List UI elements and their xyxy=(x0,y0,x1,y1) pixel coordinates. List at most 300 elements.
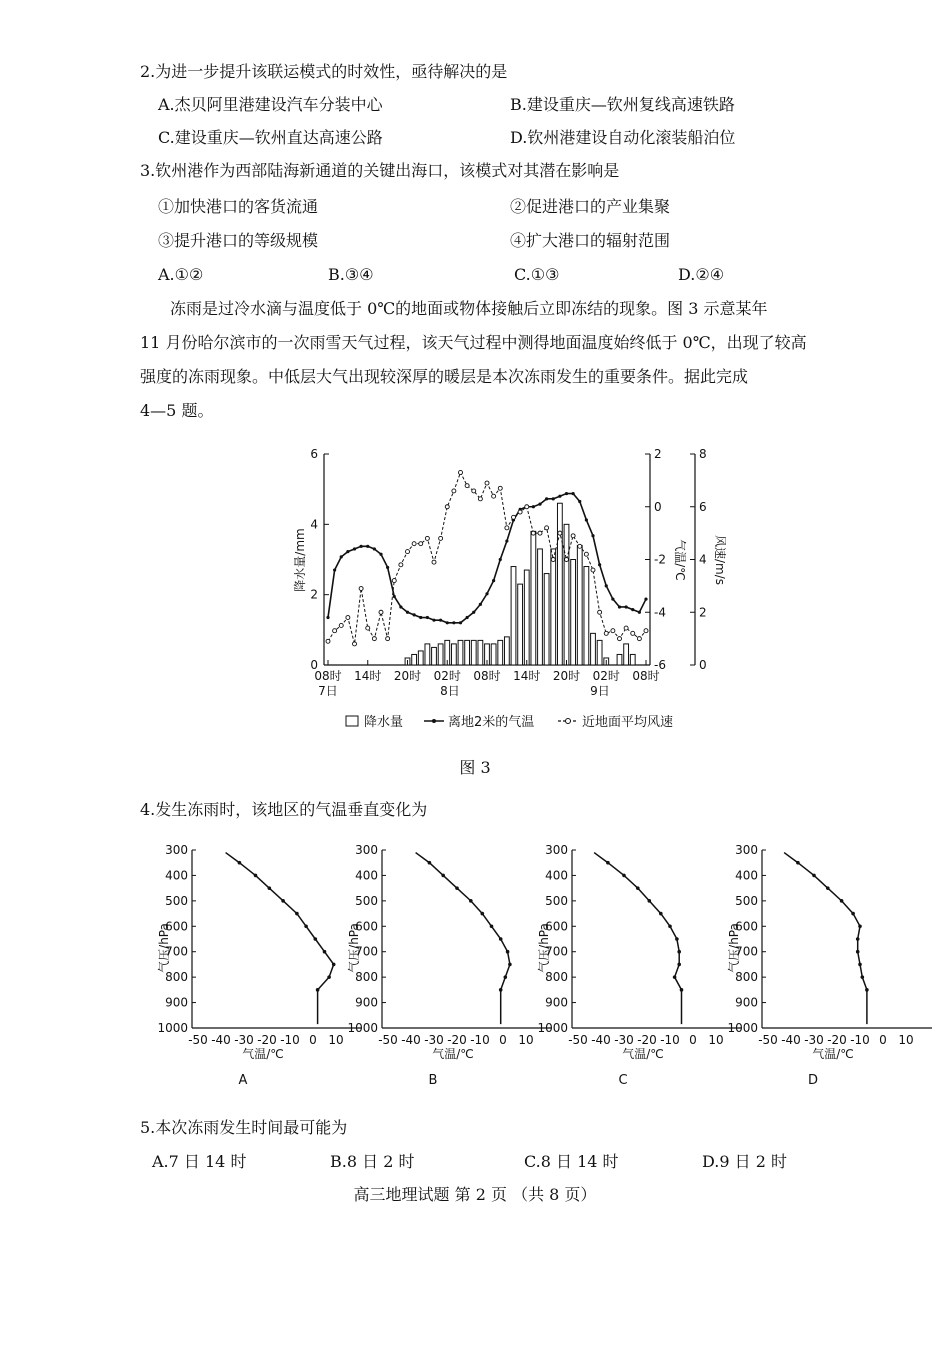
profile-point xyxy=(856,950,860,954)
temperature-tick-label: -30 xyxy=(804,1033,824,1047)
wind-point xyxy=(406,550,410,554)
pressure-tick-label: 900 xyxy=(165,995,188,1010)
pressure-tick-label: 300 xyxy=(165,843,188,857)
q2-stem: 2.为进一步提升该联运模式的时效性，亟待解决的是 xyxy=(140,62,508,81)
temp-point xyxy=(459,621,462,624)
q2-option-b[interactable]: B.建设重庆—钦州复线高速铁路 xyxy=(510,95,735,114)
temp-point xyxy=(346,550,349,553)
day-label-9: 9日 xyxy=(590,684,610,698)
profile-line xyxy=(226,853,334,1025)
q3-option-c[interactable]: C.①③ xyxy=(514,265,560,284)
pressure-tick-label: 1000 xyxy=(727,1021,758,1035)
temp-point xyxy=(340,555,343,558)
temp-point xyxy=(360,545,363,548)
pressure-tick-label: 400 xyxy=(355,868,378,883)
q4-stem: 4.发生冻雨时，该地区的气温垂直变化为 xyxy=(140,800,428,819)
temperature-tick-label: -20 xyxy=(257,1033,277,1047)
wind-point xyxy=(452,489,456,493)
temperature-tick-label: -50 xyxy=(568,1033,588,1047)
pressure-tick-label: 600 xyxy=(545,919,568,934)
temperature-tick-label: -50 xyxy=(378,1033,398,1047)
wind-point xyxy=(571,534,575,538)
pressure-tick-label: 600 xyxy=(735,919,758,934)
temp-point xyxy=(625,605,628,608)
pressure-tick-label: 400 xyxy=(165,868,188,883)
q5-option-c[interactable]: C.8 日 14 时 xyxy=(524,1152,619,1171)
profile-point xyxy=(622,874,626,878)
temp-point xyxy=(379,553,382,556)
temperature-tick-label: 10 xyxy=(518,1033,534,1047)
precip-tick-label: 6 xyxy=(310,447,318,461)
pressure-tick-label: 700 xyxy=(355,944,378,959)
temp-tick-label: 0 xyxy=(654,499,662,514)
wind-point xyxy=(339,623,343,627)
profile-point xyxy=(865,988,869,992)
temp-tick-label: -2 xyxy=(654,552,666,567)
profile-line xyxy=(416,853,510,1025)
q5-option-a[interactable]: A.7 日 14 时 xyxy=(152,1152,247,1171)
temperature-tick-label: -40 xyxy=(401,1033,421,1047)
profile-point xyxy=(504,975,508,979)
temp-point xyxy=(446,621,449,624)
wind-point xyxy=(611,629,615,633)
pressure-tick-label: 600 xyxy=(355,919,378,934)
wind-point xyxy=(545,526,549,530)
precip-bar xyxy=(465,640,470,665)
q2-option-d[interactable]: D.钦州港建设自动化滚装船泊位 xyxy=(510,128,736,147)
pressure-tick-label: 500 xyxy=(735,893,758,908)
wind-point xyxy=(459,470,463,474)
q4-panel-a[interactable] xyxy=(150,838,350,1093)
wind-tick-label: 6 xyxy=(699,499,707,514)
temp-point xyxy=(373,547,376,550)
profile-point xyxy=(481,912,485,916)
temp-point xyxy=(472,611,475,614)
profile-point xyxy=(858,924,862,928)
pressure-tick-label: 800 xyxy=(355,970,378,985)
temp-point xyxy=(638,611,641,614)
precip-bar xyxy=(458,640,463,665)
q5-option-d[interactable]: D.9 日 2 时 xyxy=(702,1152,787,1171)
passage-line-1: 冻雨是过冷水滴与温度低于 0℃的地面或物体接触后立即冻结的现象。图 3 示意某年 xyxy=(170,299,768,318)
temp-point xyxy=(532,505,535,508)
profile-line xyxy=(594,853,681,1025)
precip-bar xyxy=(438,644,443,665)
temp-point xyxy=(366,545,369,548)
profile-point xyxy=(856,937,860,941)
pressure-tick-label: 500 xyxy=(545,893,568,908)
wind-point xyxy=(578,544,582,548)
profile-point xyxy=(332,963,336,967)
time-tick-label: 08时 xyxy=(473,669,501,683)
q4-panel-d[interactable] xyxy=(720,838,930,1093)
temp-point xyxy=(611,597,614,600)
temperature-tick-label: -20 xyxy=(637,1033,657,1047)
legend xyxy=(346,714,673,730)
pressure-tick-label: 800 xyxy=(735,970,758,985)
time-tick-label: 08时 xyxy=(314,669,342,683)
precip-tick-label: 4 xyxy=(310,517,318,532)
profile-point xyxy=(281,899,285,903)
q3-stem: 3.钦州港作为西部陆海新通道的关键出海口，该模式对其潜在影响是 xyxy=(140,161,620,180)
temp-point xyxy=(326,616,329,619)
legend-bar-swatch xyxy=(346,716,358,726)
q5-stem: 5.本次冻雨发生时间最可能为 xyxy=(140,1118,348,1137)
wind-axis-label: 风速/m/s xyxy=(713,534,727,586)
profile-point xyxy=(254,874,258,878)
wind-point xyxy=(644,629,648,633)
profile-point xyxy=(851,912,855,916)
q3-statement-3: ③提升港口的等级规模 xyxy=(158,231,319,250)
pressure-tick-label: 300 xyxy=(545,843,568,857)
precip-bar xyxy=(551,549,556,665)
wind-point xyxy=(518,510,522,514)
precip-bar xyxy=(531,531,536,665)
pressure-axis-label: 气压/hPa xyxy=(727,923,741,973)
profile-point xyxy=(858,963,862,967)
wind-point xyxy=(485,481,489,485)
profile-point xyxy=(441,874,445,878)
time-tick-label: 02时 xyxy=(592,669,620,683)
temperature-tick-label: 0 xyxy=(499,1033,507,1047)
pressure-tick-label: 900 xyxy=(735,995,758,1010)
profile-point xyxy=(469,899,473,903)
q5-option-b[interactable]: B.8 日 2 时 xyxy=(330,1152,415,1171)
precip-bar xyxy=(577,545,582,665)
temperature-tick-label: -10 xyxy=(660,1033,680,1047)
wind-point xyxy=(618,637,622,641)
profile-point xyxy=(673,975,677,979)
temp-point xyxy=(479,603,482,606)
temp-point xyxy=(413,613,416,616)
profile-point xyxy=(796,861,800,865)
wind-point xyxy=(551,558,555,562)
temp-point xyxy=(538,503,541,506)
temp-tick-label: -6 xyxy=(654,658,666,672)
profile-point xyxy=(675,937,679,941)
day-label-7: 7日 xyxy=(318,684,338,698)
precip-bar xyxy=(498,640,503,665)
wind-point xyxy=(565,558,569,562)
profile-point xyxy=(455,886,459,890)
precip-bar xyxy=(538,549,543,665)
wind-point xyxy=(399,563,403,567)
temperature-axis-label: 气温/℃ xyxy=(242,1047,284,1061)
temp-point xyxy=(452,621,455,624)
wind-point xyxy=(498,486,502,490)
wind-point xyxy=(392,579,396,583)
pressure-tick-label: 1000 xyxy=(537,1021,568,1035)
panel-label: A xyxy=(238,1073,248,1088)
wind-point xyxy=(538,531,542,535)
precip-bar xyxy=(511,567,516,665)
legend-wind-dot xyxy=(566,719,571,724)
temp-point xyxy=(432,619,435,622)
precip-bar xyxy=(584,567,589,665)
temp-point xyxy=(644,597,647,600)
wind-point xyxy=(558,531,562,535)
wind-point xyxy=(412,542,416,546)
temperature-tick-label: 0 xyxy=(689,1033,697,1047)
precip-bar xyxy=(624,644,629,665)
profile-point xyxy=(677,950,681,954)
wind-tick-label: 4 xyxy=(699,552,707,567)
precip-bar xyxy=(630,654,635,665)
temp-point xyxy=(492,579,495,582)
pressure-axis-label: 气压/hPa xyxy=(537,923,551,973)
wind-point xyxy=(379,610,383,614)
temperature-tick-label: -30 xyxy=(234,1033,254,1047)
temperature-tick-label: -30 xyxy=(614,1033,634,1047)
profile-point xyxy=(238,861,242,865)
wind-point xyxy=(465,484,469,488)
temp-point xyxy=(399,605,402,608)
temp-point xyxy=(572,492,575,495)
temperature-tick-label: -50 xyxy=(758,1033,778,1047)
temp-point xyxy=(598,563,601,566)
pressure-tick-label: 700 xyxy=(165,944,188,959)
q2-option-a[interactable]: A.杰贝阿里港建设汽车分装中心 xyxy=(158,95,383,114)
temp-tick-label: -4 xyxy=(654,605,666,620)
wind-tick-label: 8 xyxy=(699,447,707,461)
temperature-tick-label: -40 xyxy=(591,1033,611,1047)
wind-point xyxy=(432,560,436,564)
pressure-tick-label: 900 xyxy=(355,995,378,1010)
wind-point xyxy=(386,637,390,641)
profile-point xyxy=(499,988,503,992)
figure3-chart xyxy=(290,440,727,735)
passage-line-2: 11 月份哈尔滨市的一次雨雪天气过程，该天气过程中测得地面温度始终低于 0℃，出现了较高 xyxy=(140,333,807,352)
precip-bar xyxy=(451,644,456,665)
temperature-tick-label: -10 xyxy=(850,1033,870,1047)
q3-statement-4: ④扩大港口的辐射范围 xyxy=(510,231,671,250)
pressure-axis-label: 气压/hPa xyxy=(157,923,171,973)
pressure-tick-label: 400 xyxy=(545,868,568,883)
temp-point xyxy=(558,495,561,498)
temp-point xyxy=(485,592,488,595)
precip-bar xyxy=(564,524,569,665)
pressure-axis-label: 气压/hPa xyxy=(347,923,361,973)
q3-option-d[interactable]: D.②④ xyxy=(678,265,725,284)
precip-bar xyxy=(432,647,437,665)
temp-point xyxy=(406,611,409,614)
temperature-tick-label: 10 xyxy=(328,1033,344,1047)
temperature-tick-label: -40 xyxy=(781,1033,801,1047)
wind-point xyxy=(637,637,641,641)
pressure-tick-label: 1000 xyxy=(347,1021,378,1035)
wind-point xyxy=(512,515,516,519)
temp-point xyxy=(386,566,389,569)
wind-point xyxy=(631,631,635,635)
precip-axis-label: 降水量/mm xyxy=(293,528,307,592)
pressure-tick-label: 600 xyxy=(165,919,188,934)
panel-label: C xyxy=(618,1073,628,1088)
temp-point xyxy=(439,619,442,622)
profile-point xyxy=(668,924,672,928)
wind-point xyxy=(584,552,588,556)
precip-bar xyxy=(518,584,523,665)
temp-point xyxy=(631,608,634,611)
precip-bar xyxy=(571,560,576,666)
temperature-tick-label: 0 xyxy=(309,1033,317,1047)
precip-bar xyxy=(557,503,562,665)
precip-tick-label: 0 xyxy=(310,658,318,672)
profile-point xyxy=(327,975,331,979)
wind-point xyxy=(326,639,330,643)
profile-point xyxy=(268,886,272,890)
temperature-axis-label: 气温/℃ xyxy=(622,1047,664,1061)
wind-point xyxy=(505,526,509,530)
pressure-tick-label: 300 xyxy=(355,843,378,857)
temperature-tick-label: -50 xyxy=(188,1033,208,1047)
time-tick-label: 20时 xyxy=(552,669,581,683)
wind-point xyxy=(478,497,482,501)
wind-tick-label: 0 xyxy=(699,658,707,672)
profile-point xyxy=(323,950,327,954)
profile-point xyxy=(506,950,510,954)
profile-point xyxy=(648,899,652,903)
temperature-tick-label: -20 xyxy=(447,1033,467,1047)
temperature-tick-label: 10 xyxy=(708,1033,724,1047)
wind-point xyxy=(445,505,449,509)
time-tick-label: 08时 xyxy=(632,669,660,683)
wind-point xyxy=(598,610,602,614)
passage xyxy=(140,292,885,428)
temp-point xyxy=(591,534,594,537)
wind-point xyxy=(346,616,350,620)
precip-bar xyxy=(524,570,529,665)
page-footer: 高三地理试题 第 2 页 （共 8 页） xyxy=(353,1185,597,1204)
pressure-tick-label: 500 xyxy=(355,893,378,908)
temp-point xyxy=(565,492,568,495)
wind-point xyxy=(624,626,628,630)
time-tick-label: 14时 xyxy=(354,669,382,683)
profile-point xyxy=(499,937,503,941)
profile-point xyxy=(659,912,663,916)
pressure-tick-label: 700 xyxy=(545,944,568,959)
profile-point xyxy=(680,988,684,992)
precip-bar xyxy=(491,644,496,665)
panel-label: B xyxy=(428,1073,438,1088)
profile-line xyxy=(784,853,867,1025)
time-tick-label: 14时 xyxy=(513,669,541,683)
wind-point xyxy=(525,505,529,509)
temp-point xyxy=(552,497,555,500)
temp-point xyxy=(505,539,508,542)
wind-point xyxy=(353,642,357,646)
time-tick-label: 20时 xyxy=(393,669,422,683)
profile-point xyxy=(295,912,299,916)
temp-point xyxy=(353,547,356,550)
profile-point xyxy=(606,861,610,865)
profile-point xyxy=(508,963,512,967)
q3-statement-1: ①加快港口的客货流通 xyxy=(158,197,319,216)
pressure-tick-label: 800 xyxy=(165,970,188,985)
wind-point xyxy=(425,536,429,540)
q3-option-a[interactable]: A.①② xyxy=(158,265,204,284)
profile-point xyxy=(636,886,640,890)
temp-axis-label: 气温/℃ xyxy=(673,539,687,581)
temperature-tick-label: 10 xyxy=(898,1033,914,1047)
pressure-tick-label: 700 xyxy=(735,944,758,959)
temperature-axis-label: 气温/℃ xyxy=(432,1047,474,1061)
wind-point xyxy=(531,531,535,535)
legend-temp: 离地2米的气温 xyxy=(448,715,535,730)
temp-point xyxy=(419,616,422,619)
legend-precip: 降水量 xyxy=(364,715,404,730)
profile-point xyxy=(490,924,494,928)
temperature-tick-label: -40 xyxy=(211,1033,231,1047)
temp-tick-label: 2 xyxy=(654,447,662,461)
q2-option-c[interactable]: C.建设重庆—钦州直达高速公路 xyxy=(158,128,383,147)
profile-point xyxy=(304,924,308,928)
wind-point xyxy=(604,631,608,635)
q3-option-b[interactable]: B.③④ xyxy=(328,265,374,284)
wind-point xyxy=(366,626,370,630)
wind-tick-label: 2 xyxy=(699,605,707,620)
wind-point xyxy=(359,587,363,591)
profile-point xyxy=(812,874,816,878)
pressure-tick-label: 400 xyxy=(735,868,758,883)
pressure-tick-label: 500 xyxy=(165,893,188,908)
temp-point xyxy=(545,497,548,500)
q4-panel-c[interactable] xyxy=(530,838,730,1093)
precip-bar xyxy=(418,651,423,665)
temperature-tick-label: -10 xyxy=(470,1033,490,1047)
figure3-caption: 图 3 xyxy=(459,758,491,777)
profile-point xyxy=(314,937,318,941)
profile-point xyxy=(428,861,432,865)
legend-wind: 近地面平均风速 xyxy=(582,715,674,730)
precip-bar xyxy=(412,654,417,665)
panel-label: D xyxy=(807,1073,819,1088)
precip-bar xyxy=(478,640,483,665)
passage-line-3: 强度的冻雨现象。中低层大气出现较深厚的暖层是本次冻雨发生的重要条件。据此完成 xyxy=(140,367,749,386)
wind-point xyxy=(492,494,496,498)
wind-point xyxy=(472,489,476,493)
pressure-tick-label: 800 xyxy=(545,970,568,985)
legend-temp-dot xyxy=(432,719,436,723)
time-tick-label: 02时 xyxy=(433,669,461,683)
wind-point xyxy=(591,568,595,572)
temp-point xyxy=(578,500,581,503)
profile-point xyxy=(840,899,844,903)
pressure-tick-label: 1000 xyxy=(157,1021,188,1035)
wind-point xyxy=(333,629,337,633)
temperature-axis-label: 气温/℃ xyxy=(812,1047,854,1061)
precip-tick-label: 2 xyxy=(310,587,318,602)
profile-point xyxy=(677,963,681,967)
precip-bar xyxy=(425,644,430,665)
temperature-tick-label: 0 xyxy=(879,1033,887,1047)
precip-bar xyxy=(597,640,602,665)
temp-point xyxy=(499,558,502,561)
q4-panel-b[interactable] xyxy=(340,838,540,1093)
pressure-tick-label: 300 xyxy=(735,843,758,857)
temp-point xyxy=(605,584,608,587)
day-label-8: 8日 xyxy=(440,684,460,698)
profile-point xyxy=(861,975,865,979)
temperature-tick-label: -30 xyxy=(424,1033,444,1047)
wind-point xyxy=(419,542,423,546)
temp-point xyxy=(466,616,469,619)
temp-point xyxy=(618,605,621,608)
profile-point xyxy=(316,988,320,992)
q3-statement-2: ②促进港口的产业集聚 xyxy=(510,197,671,216)
precip-bar xyxy=(471,640,476,665)
temp-point xyxy=(585,518,588,521)
passage-line-4: 4—5 题。 xyxy=(140,401,214,420)
